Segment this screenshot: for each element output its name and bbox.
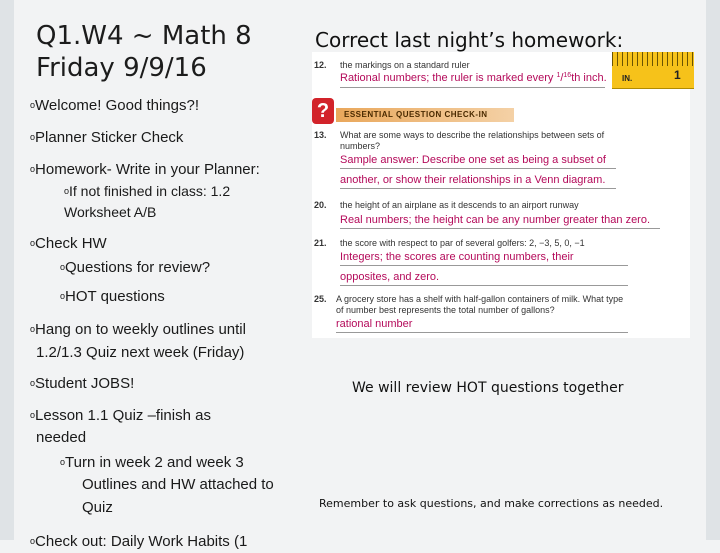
q12-fraction-numerator: 1 [556, 72, 561, 79]
bullet-marker: o [30, 100, 36, 110]
bullet-text: Check HW [35, 235, 107, 252]
bullet-text: Questions for review? [65, 259, 211, 276]
sub-bullet-turn-in-cont [82, 474, 274, 496]
answer-line [340, 228, 660, 229]
ruler-ticks [612, 52, 694, 66]
bullet-lesson-quiz [30, 404, 211, 427]
answer-line [340, 188, 616, 189]
homework-heading: Correct last night’s homework: [315, 28, 624, 52]
bullet-text: Check out: Daily Work Habits (1 [35, 533, 248, 550]
bullet-marker: o [30, 410, 36, 420]
bullet-homework [30, 158, 260, 181]
q13-answer-1: Sample answer: Describe one set as being a subset of [340, 154, 606, 166]
bullet-text: HOT questions [65, 288, 165, 305]
bullet-text: Turn in week 2 and week 3 [65, 454, 244, 471]
bullet-welcome [30, 94, 199, 117]
q12-answer-text: Rational numbers; the ruler is marked every [340, 72, 554, 84]
bullet-marker: o [30, 164, 36, 174]
bullet-marker: o [64, 186, 70, 196]
bullet-text: Welcome! Good things?! [35, 97, 199, 114]
bullet-text: Lesson 1.1 Quiz –finish as [35, 407, 211, 424]
q12-answer: Rational numbers; the ruler is marked every $^1$/$^{16}$th inch. [340, 72, 607, 84]
bullet-hang-on [30, 318, 246, 341]
bullet-text: Homework- Write in your Planner: [35, 161, 260, 178]
title-line-1: Q1.W4 ~ Math 8 [36, 21, 252, 51]
q20-answer: Real numbers; the height can be any number greater than zero. [340, 214, 651, 226]
bullet-check-hw [30, 232, 107, 255]
q12-answer-end: th inch. [571, 72, 607, 84]
q12-fraction-denominator: 16 [563, 72, 572, 79]
bullet-text: Student JOBS! [35, 375, 135, 392]
bullet-text: needed [36, 429, 87, 446]
answer-line [340, 87, 605, 88]
sub-bullet-questions [60, 256, 210, 279]
bullet-text: Planner Sticker Check [35, 129, 184, 146]
essential-question-banner: ESSENTIAL QUESTION CHECK-IN [336, 108, 514, 122]
answer-line [336, 332, 628, 333]
q13-number: 13. [314, 130, 327, 140]
q25-prompt-1: A grocery store has a shelf with half-gallon containers of milk. What type [336, 294, 624, 304]
slide-title [36, 20, 286, 84]
bullet-text: If not finished in class: 1.2 [69, 183, 231, 199]
bullet-text: 1.2/1.3 Quiz next week (Friday) [36, 344, 245, 361]
bullet-text: Outlines and HW attached to [82, 476, 274, 493]
sub-bullet-not-finished [64, 180, 230, 202]
q21-number: 21. [314, 238, 327, 248]
q25-answer: rational number [336, 318, 413, 330]
bullet-marker: o [60, 291, 66, 301]
question-mark-icon: ? [312, 98, 334, 124]
bullet-marker: o [60, 457, 66, 467]
bullet-marker: o [30, 324, 36, 334]
q13-answer-2: another, or show their relationships in a Venn diagram. [340, 174, 606, 186]
bullet-text: Worksheet A/B [64, 204, 157, 220]
q21-answer-1: Integers; the scores are counting numbers, their [340, 251, 574, 263]
answer-line [340, 285, 628, 286]
sub-bullet-turn-in [60, 451, 244, 474]
q20-prompt: the height of an airplane as it descends to an airport runway [340, 200, 579, 210]
answer-line [340, 265, 628, 266]
q12-number: 12. [314, 60, 327, 70]
bullet-student-jobs [30, 372, 134, 395]
q21-prompt: the score with respect to par of several golfers: 2, −3, 5, 0, −1 [340, 238, 585, 248]
q25-prompt-2: of number best represents the total number of gallons? [336, 305, 555, 315]
sub-bullet-hot [60, 285, 165, 308]
sub-bullet-worksheet [64, 201, 156, 223]
slide-left-border [0, 0, 14, 540]
bullet-lesson-quiz-cont [36, 427, 86, 449]
review-note: We will review HOT questions together [352, 380, 624, 396]
ruler-image [612, 52, 694, 89]
reminder-note: Remember to ask questions, and make corrections as needed. [319, 497, 664, 510]
sub-bullet-turn-in-end [82, 497, 113, 519]
bullet-marker: o [30, 536, 36, 546]
bullet-text: Quiz [82, 499, 113, 516]
q25-number: 25. [314, 294, 327, 304]
title-line-2: Friday 9/9/16 [36, 53, 207, 83]
ruler-one-label: 1 [674, 68, 681, 82]
bullet-marker: o [30, 378, 36, 388]
q21-answer-2: opposites, and zero. [340, 271, 440, 283]
q13-prompt-2: numbers? [340, 141, 381, 151]
answer-line [340, 168, 616, 169]
bullet-check-out [30, 530, 247, 553]
slide-right-border [706, 0, 720, 540]
homework-answers-image [312, 52, 690, 338]
q13-prompt-1: What are some ways to describe the relationships between sets of [340, 130, 605, 140]
bullet-marker: o [30, 238, 36, 248]
bullet-marker: o [30, 132, 36, 142]
bullet-planner-sticker [30, 126, 183, 149]
q12-prompt: the markings on a standard ruler [340, 60, 470, 70]
bullet-hang-on-cont [36, 342, 244, 364]
bullet-marker: o [60, 262, 66, 272]
q20-number: 20. [314, 200, 327, 210]
ruler-unit-label: IN. [622, 74, 633, 83]
bullet-text: Hang on to weekly outlines until [35, 321, 246, 338]
